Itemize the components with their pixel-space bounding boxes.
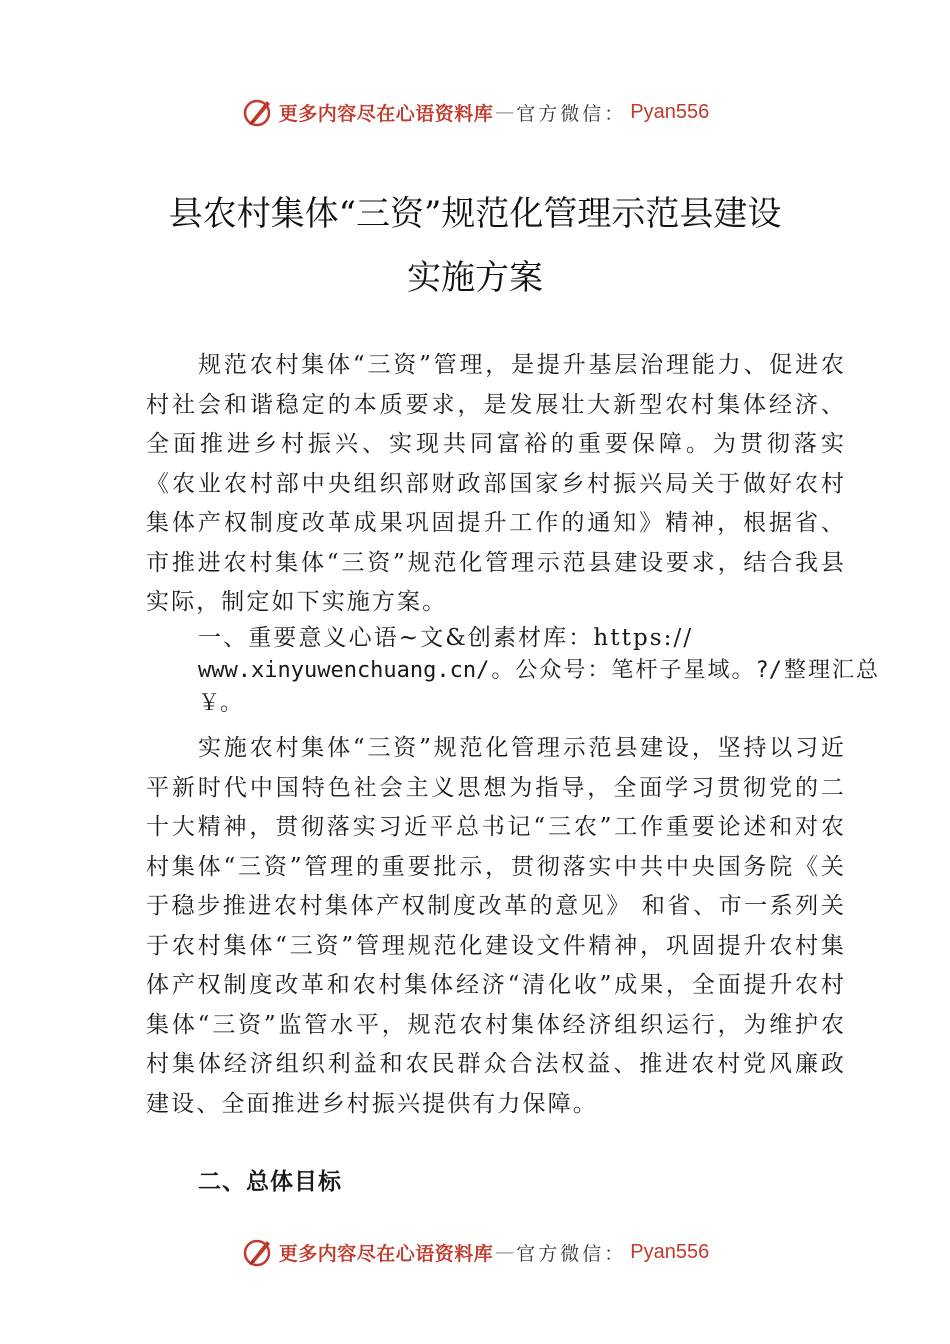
wechat-label: 官方微信： bbox=[516, 1242, 627, 1265]
wechat-label: 官方微信： bbox=[516, 102, 627, 125]
intro-paragraph: 规范农村集体“三资”管理，是提升基层治理能力、促进农村社会和谐稳定的本质要求，是发展壮大新型农村集体经济、全面推进乡村振兴、实现共同富裕的重要保障。为贯彻落实《农业农村部中央组织部财政部国家乡村振兴局关于做好农村集体产权制度改革成果巩固提升工作的通知》精神，根据省、市推进农村集体“三资”规范化管理示范县建设要求，结合我县实际，制定如下实施方案。 bbox=[146, 352, 846, 615]
section-1-heading bbox=[198, 622, 878, 720]
section-1-url-text: www.xinyuwenchuang.cn/。公众号：笔杆子星域。?/整理汇总￥。 bbox=[198, 658, 878, 716]
brand-text: 更多内容尽在心语资料库 bbox=[278, 1242, 494, 1265]
pen-logo-icon bbox=[241, 95, 275, 129]
pen-logo-icon bbox=[241, 1235, 275, 1269]
document-title-line2: 实施方案 bbox=[407, 258, 543, 298]
section-1-heading-text: 一、重要意义心语~文&创素材库：https:// bbox=[198, 625, 694, 651]
wechat-id: Pyan556 bbox=[630, 1240, 710, 1263]
separator-dash: — bbox=[495, 101, 515, 123]
wechat-id: Pyan556 bbox=[630, 100, 710, 123]
footer-banner bbox=[0, 1232, 950, 1272]
section-2-heading: 二、总体目标 bbox=[198, 1169, 342, 1195]
brand-text: 更多内容尽在心语资料库 bbox=[278, 102, 494, 125]
significance-paragraph: 实施农村集体“三资”规范化管理示范县建设，坚持以习近平新时代中国特色社会主义思想为指导，全面学习贯彻党的二十大精神，贯彻落实习近平总书记“三农”工作重要论述和对农村集体“三资”管理的重要批示，贯彻落实中共中央国务院《关于稳步推进农村集体产权制度改革的意见》 和省、市一系列关于农村集体“三资”管理规范化建设文件精神，巩固提升农村集体产权制度改革和农村集体经济“清化收”成果，全面提升农村集体“三资”监管水平，规范农村集体经济组织运行，为维护农村集体经济组织利益和农民群众合法权益、推进农村党风廉政建设、全面推进乡村振兴提供有力保障。 bbox=[146, 735, 846, 1117]
header-banner bbox=[0, 92, 950, 132]
document-title-line1: 县农村集体“三资”规范化管理示范县建设 bbox=[168, 194, 782, 234]
separator-dash: — bbox=[495, 1241, 515, 1263]
